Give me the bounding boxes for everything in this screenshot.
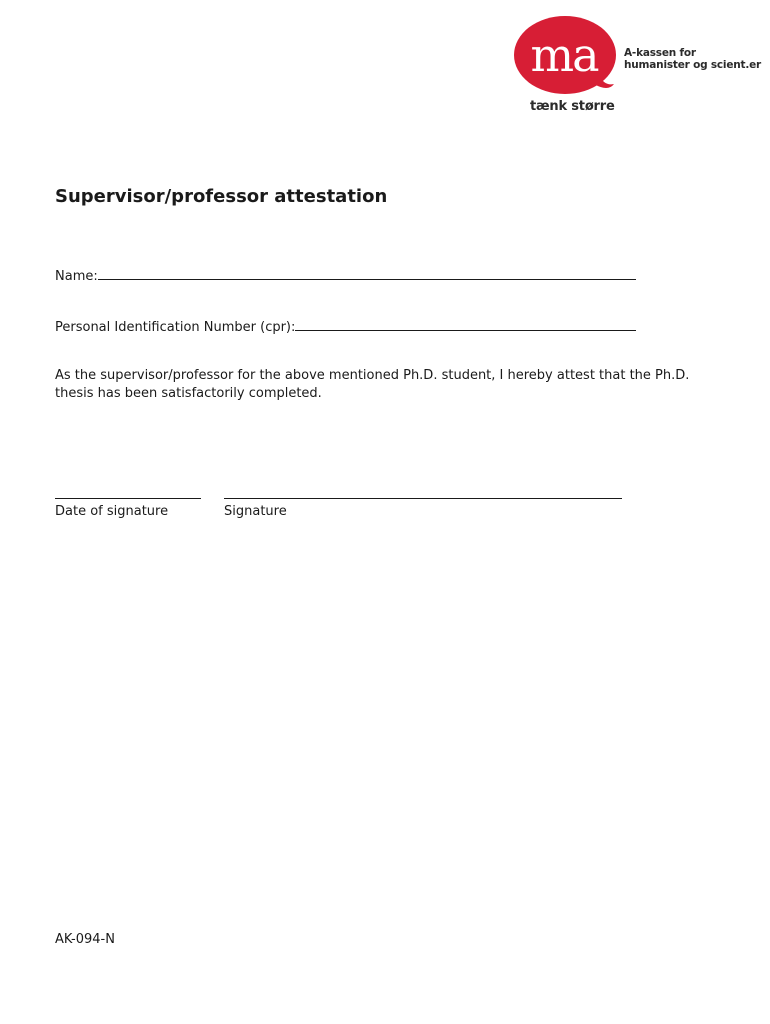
name-field <box>55 266 636 285</box>
cpr-field <box>55 317 636 336</box>
date-of-signature-caption: Date of signature <box>55 504 169 519</box>
cpr-blank-line[interactable] <box>295 317 636 331</box>
organization-name <box>624 47 761 71</box>
name-label: Name: <box>55 269 98 284</box>
attestation-statement: As the supervisor/professor for the above mentioned Ph.D. student, I hereby attest that the Ph.D. thesis has been satisfactorily completed. <box>55 368 690 401</box>
organization-name-line-1: A-kassen for <box>624 47 696 59</box>
cpr-label: Personal Identification Number (cpr): <box>55 320 296 335</box>
form-code: AK-094-N <box>55 932 115 947</box>
signature-caption: Signature <box>224 504 287 519</box>
organization-logo <box>512 14 762 119</box>
name-blank-line[interactable] <box>98 266 636 280</box>
signature-blank-line[interactable] <box>224 488 622 499</box>
signature-block <box>224 488 622 519</box>
date-of-signature-block <box>55 488 201 519</box>
logo-tagline: tænk større <box>530 99 615 114</box>
svg-text:ma: ma <box>530 28 598 82</box>
page-title: Supervisor/professor attestation <box>55 186 388 207</box>
date-blank-line[interactable] <box>55 488 201 499</box>
organization-name-line-2: humanister og scient.er <box>624 59 762 71</box>
